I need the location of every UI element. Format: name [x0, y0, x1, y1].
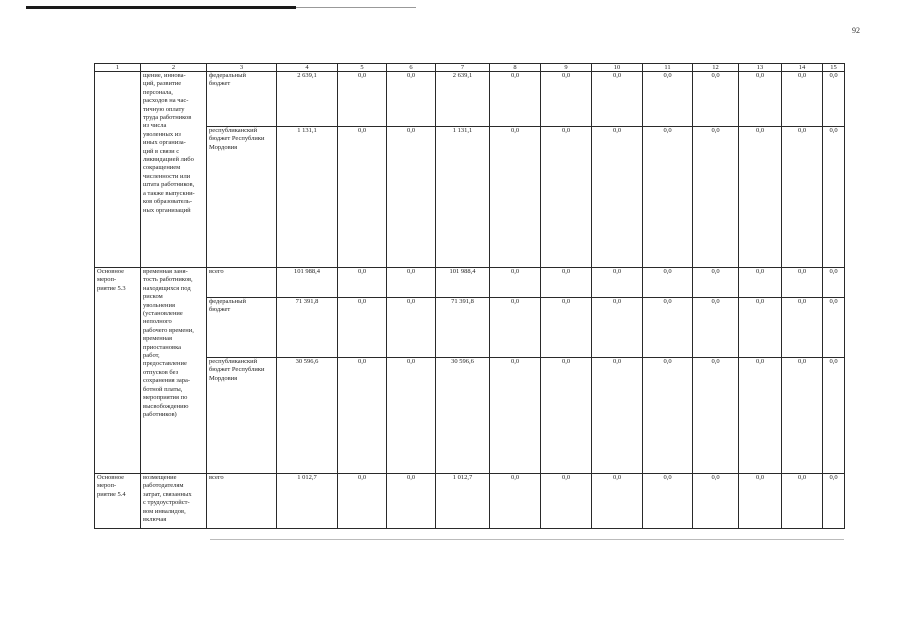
amount-cell: 1 131,1 — [277, 127, 338, 268]
cell-text-line: мероп- — [97, 482, 117, 490]
amount-cell: 0,0 — [739, 474, 782, 529]
amount-cell: 0,0 — [541, 72, 592, 127]
amount-cell: 0,0 — [782, 358, 823, 474]
amount-cell: 0,0 — [739, 358, 782, 474]
cell-text-line: ных организаций — [143, 206, 191, 214]
amount-cell: 0,0 — [387, 72, 436, 127]
cell-text-line: риятие 5.4 — [97, 490, 126, 498]
cell-text-line: расходов на час- — [143, 97, 189, 105]
amount-cell: 0,0 — [387, 298, 436, 358]
cell-text-line: сокращением — [143, 164, 181, 172]
cell-text-line: с трудоустройст- — [143, 499, 190, 507]
amount-cell: 0,0 — [693, 474, 739, 529]
page-number: 92 — [852, 26, 860, 35]
cell-text-line: работ, — [143, 352, 160, 360]
amount-cell: 0,0 — [490, 474, 541, 529]
amount-cell: 71 391,8 — [436, 298, 490, 358]
table-bottom-rule — [210, 539, 844, 540]
cell-text-line: республиканский — [209, 127, 258, 134]
cell-text-line: иных организа- — [143, 139, 186, 147]
header-cell: 13 — [739, 64, 782, 72]
amount-cell: 0,0 — [592, 268, 643, 298]
cell-text-line: приостановка — [143, 343, 182, 351]
header-cell: 3 — [207, 64, 277, 72]
cell-text-line: бюджет Республики — [209, 135, 265, 143]
cell-text-line: бюджет Республики — [209, 366, 265, 374]
cell-text-line: неполного — [143, 318, 172, 326]
amount-cell: 0,0 — [823, 72, 845, 127]
amount-cell: 0,0 — [739, 298, 782, 358]
cell-text-line: рабочего времени, — [143, 326, 194, 334]
amount-cell: 0,0 — [782, 268, 823, 298]
amount-cell: 0,0 — [782, 474, 823, 529]
cell-text-line: ликвидацией либо — [143, 156, 194, 164]
funding-source-cell — [207, 474, 277, 529]
amount-cell: 0,0 — [387, 127, 436, 268]
cell-text-line: ков образователь- — [143, 198, 193, 206]
amount-cell: 0,0 — [541, 268, 592, 298]
header-cell: 1 — [95, 64, 141, 72]
amount-cell: 0,0 — [693, 72, 739, 127]
table-row — [95, 358, 845, 474]
amount-cell: 0,0 — [338, 474, 387, 529]
amount-cell: 0,0 — [739, 72, 782, 127]
amount-cell: 0,0 — [782, 72, 823, 127]
table-row — [95, 474, 845, 529]
cell-text-line: штата работников, — [143, 181, 195, 189]
measure-description-cell — [141, 72, 207, 268]
amount-cell: 0,0 — [490, 358, 541, 474]
measure-id-cell — [95, 474, 141, 529]
amount-cell: 0,0 — [541, 358, 592, 474]
cell-text-line: Мордовия — [209, 143, 238, 151]
amount-cell: 0,0 — [490, 298, 541, 358]
cell-text-line: работодателям — [143, 482, 184, 490]
header-cell: 6 — [387, 64, 436, 72]
amount-cell: 0,0 — [338, 268, 387, 298]
amount-cell: 0,0 — [643, 72, 693, 127]
amount-cell: 0,0 — [541, 127, 592, 268]
cell-text-line: временная заня- — [143, 268, 188, 275]
amount-cell: 0,0 — [387, 474, 436, 529]
measure-id-cell — [95, 268, 141, 474]
amount-cell: 0,0 — [490, 72, 541, 127]
amount-cell: 0,0 — [739, 268, 782, 298]
amount-cell: 0,0 — [338, 127, 387, 268]
cell-text-line: Мордовия — [209, 374, 238, 382]
amount-cell: 0,0 — [490, 268, 541, 298]
cell-text-line: Основное — [97, 268, 125, 275]
cell-text-line: сохранения зара- — [143, 377, 191, 385]
cell-text-line: уволенных из — [143, 130, 181, 138]
top-scan-rule-faint — [296, 7, 416, 8]
measure-id-cell — [95, 72, 141, 268]
header-cell: 10 — [592, 64, 643, 72]
amount-cell: 0,0 — [592, 127, 643, 268]
header-cell: 7 — [436, 64, 490, 72]
cell-text-line: персонала, — [143, 88, 173, 96]
cell-text-line: увольнения — [143, 301, 175, 309]
amount-cell: 0,0 — [643, 358, 693, 474]
amount-cell: 0,0 — [592, 298, 643, 358]
amount-cell: 0,0 — [490, 127, 541, 268]
amount-cell: 2 639,1 — [277, 72, 338, 127]
amount-cell: 0,0 — [739, 127, 782, 268]
cell-text-line: республиканский — [209, 358, 258, 365]
amount-cell: 101 988,4 — [436, 268, 490, 298]
amount-cell: 0,0 — [693, 358, 739, 474]
amount-cell: 0,0 — [541, 298, 592, 358]
funding-source-cell — [207, 358, 277, 474]
top-scan-rule — [26, 6, 296, 9]
amount-cell: 0,0 — [823, 298, 845, 358]
amount-cell: 0,0 — [693, 298, 739, 358]
cell-text-line: щение, иннова- — [143, 72, 186, 79]
amount-cell: 0,0 — [823, 474, 845, 529]
cell-text-line: мероп- — [97, 276, 117, 284]
header-cell: 5 — [338, 64, 387, 72]
cell-text-line: риском — [143, 293, 163, 301]
table-body — [95, 64, 845, 529]
funding-source-cell — [207, 72, 277, 127]
amount-cell: 0,0 — [643, 298, 693, 358]
cell-text-line: включая — [143, 516, 167, 524]
header-cell: 2 — [141, 64, 207, 72]
cell-text-line: Основное — [97, 474, 125, 481]
cell-text-line: возмещение — [143, 474, 177, 481]
table-row — [95, 127, 845, 268]
amount-cell: 0,0 — [823, 358, 845, 474]
cell-text-line: из числа — [143, 122, 167, 130]
amount-cell: 0,0 — [338, 358, 387, 474]
amount-cell: 0,0 — [541, 474, 592, 529]
header-cell: 14 — [782, 64, 823, 72]
amount-cell: 0,0 — [693, 127, 739, 268]
amount-cell: 2 639,1 — [436, 72, 490, 127]
amount-cell: 0,0 — [782, 298, 823, 358]
amount-cell: 1 131,1 — [436, 127, 490, 268]
cell-text-line: предоставление — [143, 360, 187, 368]
amount-cell: 71 391,8 — [277, 298, 338, 358]
cell-text-line: высвобождению — [143, 402, 189, 410]
measure-description-cell — [141, 268, 207, 474]
amount-cell: 0,0 — [643, 127, 693, 268]
amount-cell: 0,0 — [387, 268, 436, 298]
amount-cell: 0,0 — [338, 298, 387, 358]
amount-cell: 30 596,6 — [436, 358, 490, 474]
amount-cell: 0,0 — [823, 127, 845, 268]
measure-description-cell — [141, 474, 207, 529]
cell-text-line: а также выпускни- — [143, 189, 195, 197]
cell-text-line: бюджет — [209, 80, 231, 88]
cell-text-line: труда работников — [143, 114, 192, 122]
header-row — [95, 64, 845, 72]
amount-cell: 0,0 — [592, 358, 643, 474]
cell-text-line: всего — [209, 268, 224, 275]
amount-cell: 0,0 — [387, 358, 436, 474]
header-cell: 12 — [693, 64, 739, 72]
table-row — [95, 298, 845, 358]
cell-text-line: федеральный — [209, 72, 246, 79]
amount-cell: 0,0 — [643, 474, 693, 529]
amount-cell: 0,0 — [823, 268, 845, 298]
amount-cell: 0,0 — [338, 72, 387, 127]
cell-text-line: временная — [143, 335, 173, 343]
cell-text-line: вом инвалидов, — [143, 507, 186, 515]
header-cell: 4 — [277, 64, 338, 72]
header-cell: 8 — [490, 64, 541, 72]
cell-text-line: тость работников, — [143, 276, 193, 284]
table-row — [95, 268, 845, 298]
amount-cell: 101 988,4 — [277, 268, 338, 298]
amount-cell: 1 012,7 — [436, 474, 490, 529]
amount-cell: 0,0 — [693, 268, 739, 298]
amount-cell: 0,0 — [643, 268, 693, 298]
cell-text-line: всего — [209, 474, 224, 481]
cell-text-line: ций, развитие — [143, 80, 182, 88]
amount-cell: 0,0 — [782, 127, 823, 268]
cell-text-line: ботной платы, — [143, 385, 183, 393]
cell-text-line: бюджет — [209, 306, 231, 314]
amount-cell: 0,0 — [592, 474, 643, 529]
amount-cell: 1 012,7 — [277, 474, 338, 529]
cell-text-line: мероприятия по — [143, 394, 188, 402]
cell-text-line: федеральный — [209, 298, 246, 305]
budget-table — [94, 63, 845, 529]
cell-text-line: численности или — [143, 172, 191, 180]
cell-text-line: (установление — [143, 310, 183, 318]
cell-text-line: риятие 5.3 — [97, 284, 126, 292]
cell-text-line: тичную оплату — [143, 105, 185, 113]
amount-cell: 30 596,6 — [277, 358, 338, 474]
cell-text-line: ций в связи с — [143, 147, 180, 155]
header-cell: 11 — [643, 64, 693, 72]
cell-text-line: отпусков без — [143, 368, 179, 376]
table-row — [95, 72, 845, 127]
cell-text-line: находящихся под — [143, 284, 191, 292]
funding-source-cell — [207, 268, 277, 298]
cell-text-line: затрат, связанных — [143, 490, 192, 498]
header-cell: 9 — [541, 64, 592, 72]
header-cell: 15 — [823, 64, 845, 72]
funding-source-cell — [207, 298, 277, 358]
funding-source-cell — [207, 127, 277, 268]
cell-text-line: работников) — [143, 410, 177, 418]
amount-cell: 0,0 — [592, 72, 643, 127]
